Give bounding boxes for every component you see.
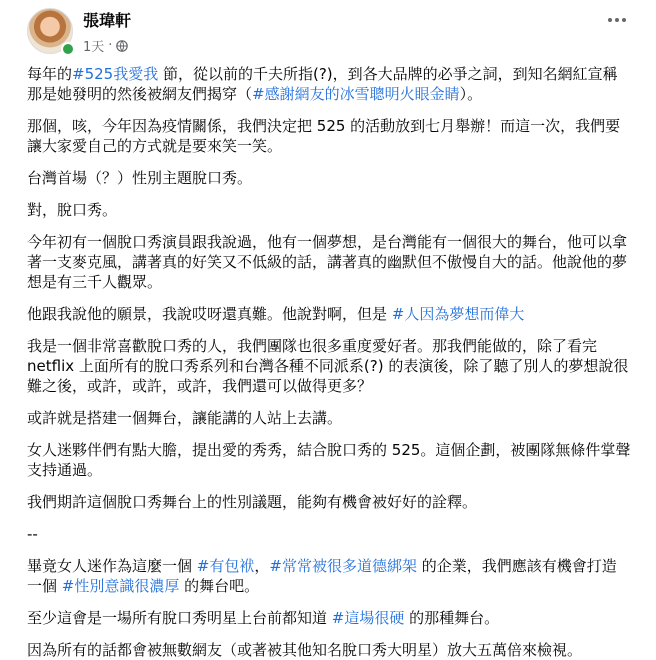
paragraph-5: 今年初有一個脫口秀演員跟我說過，他有一個夢想，是台灣能有一個很大的舞台，他可以拿著一支麥克風，講著真的好笑又不低級的話，講著真的幽默但不傲慢自大的話。他說他的夢想是有三千人觀眾。 [27,233,628,291]
paragraph-13: 因為所有的話都會被無數網友（或著被其他知名脫口秀大明星）放大五萬倍來檢視。 [27,641,583,659]
globe-icon[interactable] [116,40,128,52]
post-header [27,0,631,64]
hashtag-link[interactable]: #人因為夢想而偉大 [391,305,525,323]
hashtag-link[interactable]: #有包袱 [196,557,255,575]
hashtag-link[interactable]: #常常被很多道德綁架 [269,557,417,575]
paragraph-4: 對，脫口秀。 [27,201,118,219]
more-options-icon[interactable] [603,10,631,30]
online-indicator [61,42,75,56]
paragraph-6: 他跟我說他的願景，我說哎呀還真難。他說對啊，但是 #人因為夢想而偉大 [27,305,525,323]
post-body [27,64,631,660]
hashtag-link[interactable]: #這場很硬 [331,609,405,627]
paragraph-11: 畢竟女人迷作為這麼一個 #有包袱，#常常被很多道德綁架 的企業，我們應該有機會打造一個 #性別意識很濃厚 的舞台吧。 [27,557,617,595]
post-meta [83,36,128,55]
hashtag-link[interactable]: #感謝網友的冰雪聰明火眼金睛 [252,85,460,103]
paragraph-10: 我們期許這個脫口秀舞台上的性別議題，能夠有機會被好好的詮釋。 [27,493,478,511]
hashtag-link[interactable]: #525我愛我 [72,65,159,83]
paragraph-1: 每年的#525我愛我 節，從以前的千夫所指(?)，到各大品牌的必爭之詞，到知名網紅宣稱那是她發明的然後被網友們揭穿（#感謝網友的冰雪聰明火眼金睛）。 [27,65,618,103]
post-timestamp[interactable]: 1天 [83,40,105,55]
divider: -- [27,525,38,543]
paragraph-9: 女人迷夥伴們有點大膽，提出愛的秀秀，結合脫口秀的 525。這個企劃，被團隊無條件掌聲支持通過。 [27,441,631,479]
paragraph-3: 台灣首場（？）性別主題脫口秀。 [27,169,253,187]
paragraph-8: 或許就是搭建一個舞台，讓能講的人站上去講。 [27,409,343,427]
paragraph-2: 那個，咳，今年因為疫情關係，我們決定把 525 的活動放到七月舉辦！而這一次，我們要讓大家愛自己的方式就是要來笑一笑。 [27,117,621,155]
hashtag-link[interactable]: #性別意識很濃厚 [61,577,180,595]
meta-separator: · [108,38,113,53]
author-name[interactable]: 張瑋軒 [83,11,132,30]
paragraph-12: 至少這會是一場所有脫口秀明星上台前都知道 #這場很硬 的那種舞台。 [27,609,500,627]
paragraph-7: 我是一個非常喜歡脫口秀的人，我們團隊也很多重度愛好者。那我們能做的，除了看完 netflix 上面所有的脫口秀系列和台灣各種不同派系(?) 的表演後，除了聽了別人的夢想說很難之後，或許，或許，或許，我們還可以做得更多？ [27,337,629,395]
